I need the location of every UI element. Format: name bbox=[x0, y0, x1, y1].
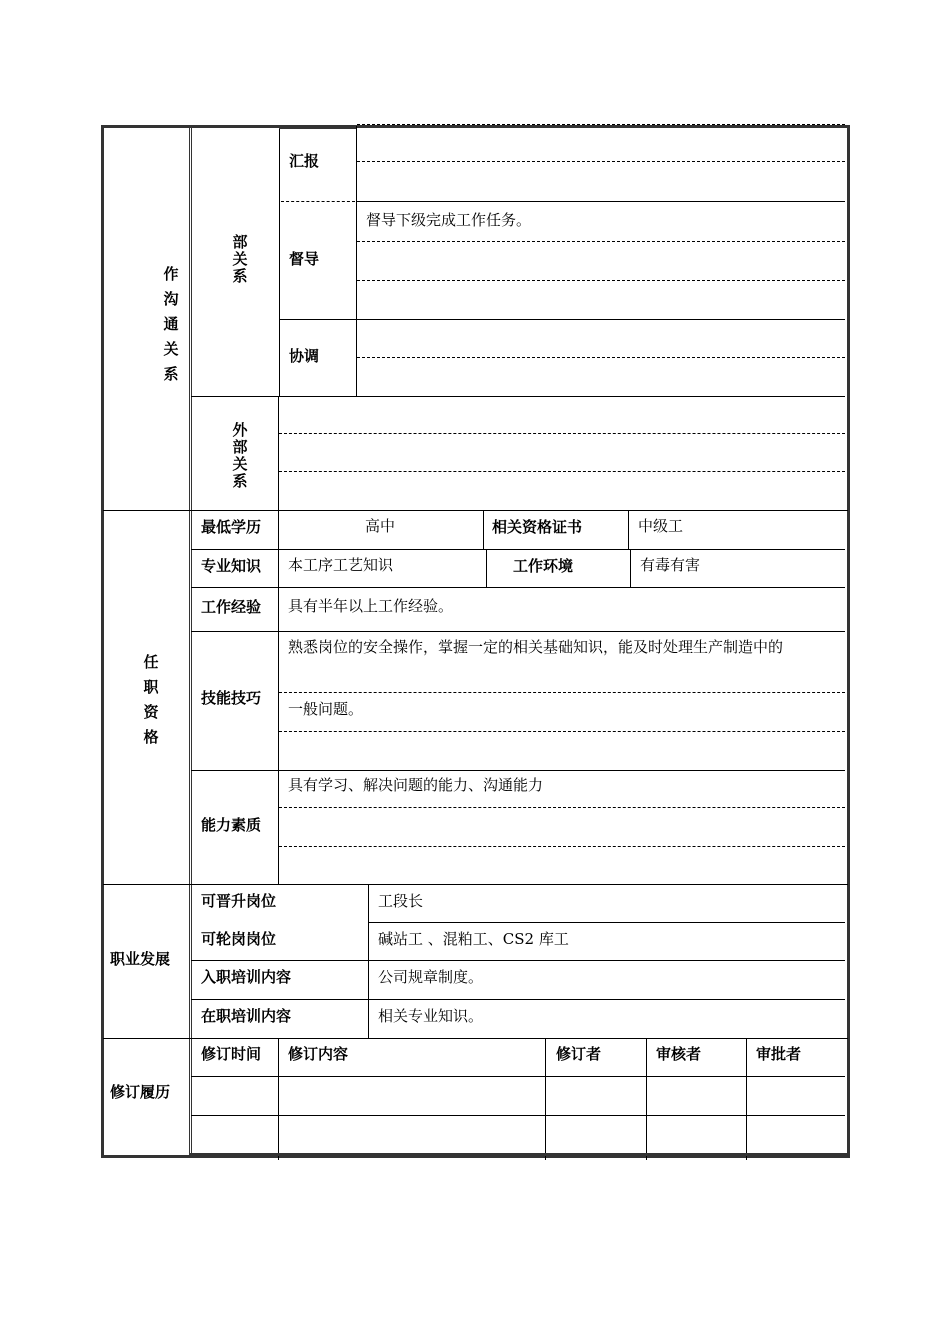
grid-line bbox=[191, 1115, 845, 1116]
grid-line bbox=[191, 587, 845, 588]
revision-header-content: 修订内容 bbox=[288, 1045, 349, 1063]
coordinate-label: 协调 bbox=[289, 347, 320, 365]
grid-line bbox=[189, 1153, 848, 1156]
grid-line bbox=[191, 1076, 845, 1077]
rotation-label: 可轮岗岗位 bbox=[201, 930, 277, 948]
supervise-label: 督导 bbox=[289, 250, 320, 268]
environment-value: 有毒有害 bbox=[640, 556, 701, 574]
dashed-line bbox=[281, 201, 355, 202]
grid-line bbox=[486, 549, 487, 587]
grid-line bbox=[356, 126, 357, 396]
dashed-line bbox=[279, 807, 845, 808]
grid-line bbox=[368, 884, 369, 1039]
career-section-label: 职业发展 bbox=[110, 950, 171, 968]
dashed-line bbox=[357, 124, 845, 125]
dashed-line bbox=[279, 731, 845, 732]
grid-line bbox=[191, 960, 845, 961]
grid-line bbox=[630, 549, 631, 587]
dashed-line bbox=[357, 241, 845, 242]
dashed-line bbox=[279, 471, 845, 472]
grid-line bbox=[279, 319, 845, 320]
revision-header-date: 修订时间 bbox=[201, 1045, 262, 1063]
grid-line bbox=[191, 396, 845, 397]
grid-line bbox=[103, 510, 848, 511]
dashed-line bbox=[357, 280, 845, 281]
skills-line2: 一般问题。 bbox=[288, 700, 364, 718]
experience-label: 工作经验 bbox=[201, 598, 262, 616]
grid-line bbox=[483, 510, 484, 549]
internal-relations-label: 部 关 系 bbox=[232, 233, 248, 285]
grid-line bbox=[191, 770, 845, 771]
dashed-line bbox=[279, 846, 845, 847]
ability-label: 能力素质 bbox=[201, 816, 262, 834]
environment-label: 工作环境 bbox=[513, 557, 574, 575]
grid-line bbox=[189, 127, 192, 1156]
grid-line bbox=[545, 1038, 546, 1160]
knowledge-value: 本工序工艺知识 bbox=[288, 556, 394, 574]
promotion-value: 工段长 bbox=[378, 892, 424, 910]
grid-line bbox=[278, 396, 279, 510]
ability-value: 具有学习、解决问题的能力、沟通能力 bbox=[288, 776, 544, 794]
grid-line bbox=[191, 631, 845, 632]
report-label: 汇报 bbox=[289, 152, 320, 170]
promotion-label: 可晋升岗位 bbox=[201, 892, 277, 910]
grid-line bbox=[279, 128, 280, 396]
grid-line bbox=[191, 999, 845, 1000]
rotation-value: 碱站工 、混粕工、CS2 库工 bbox=[378, 930, 569, 948]
education-label: 最低学历 bbox=[201, 518, 262, 536]
grid-line bbox=[357, 201, 845, 202]
onjob-label: 在职培训内容 bbox=[201, 1007, 292, 1025]
revision-header-reviewer: 审核者 bbox=[656, 1045, 702, 1063]
qualification-section-label: 任 职 资 格 bbox=[143, 653, 159, 746]
grid-line bbox=[103, 1038, 848, 1039]
induction-value: 公司规章制度。 bbox=[378, 968, 484, 986]
experience-value: 具有半年以上工作经验。 bbox=[288, 597, 454, 615]
education-value: 高中 bbox=[365, 517, 396, 535]
communication-section-label: 作 沟 通 关 系 bbox=[163, 265, 179, 383]
grid-line bbox=[746, 1038, 747, 1160]
induction-label: 入职培训内容 bbox=[201, 968, 292, 986]
skills-label: 技能技巧 bbox=[201, 689, 262, 707]
certificate-value: 中级工 bbox=[638, 517, 684, 535]
grid-line bbox=[103, 884, 848, 885]
grid-line bbox=[368, 922, 845, 923]
grid-line bbox=[279, 126, 356, 129]
grid-line bbox=[278, 510, 279, 884]
dashed-line bbox=[357, 161, 845, 162]
grid-line bbox=[628, 510, 629, 549]
external-relations-label: 外 部 关 系 bbox=[232, 421, 248, 490]
revision-section-label: 修订履历 bbox=[110, 1083, 171, 1101]
onjob-value: 相关专业知识。 bbox=[378, 1007, 484, 1025]
revision-header-reviser: 修订者 bbox=[556, 1045, 602, 1063]
grid-line bbox=[646, 1038, 647, 1160]
grid-line bbox=[278, 1038, 279, 1160]
revision-header-approver: 审批者 bbox=[756, 1045, 802, 1063]
dashed-line bbox=[279, 433, 845, 434]
supervise-text: 督导下级完成工作任务。 bbox=[366, 211, 532, 229]
skills-line1: 熟悉岗位的安全操作，掌握一定的相关基础知识，能及时处理生产制造中的 bbox=[288, 638, 784, 656]
knowledge-label: 专业知识 bbox=[201, 557, 262, 575]
dashed-line bbox=[279, 692, 845, 693]
dashed-line bbox=[357, 357, 845, 358]
certificate-label: 相关资格证书 bbox=[492, 518, 583, 536]
grid-line bbox=[191, 549, 845, 550]
